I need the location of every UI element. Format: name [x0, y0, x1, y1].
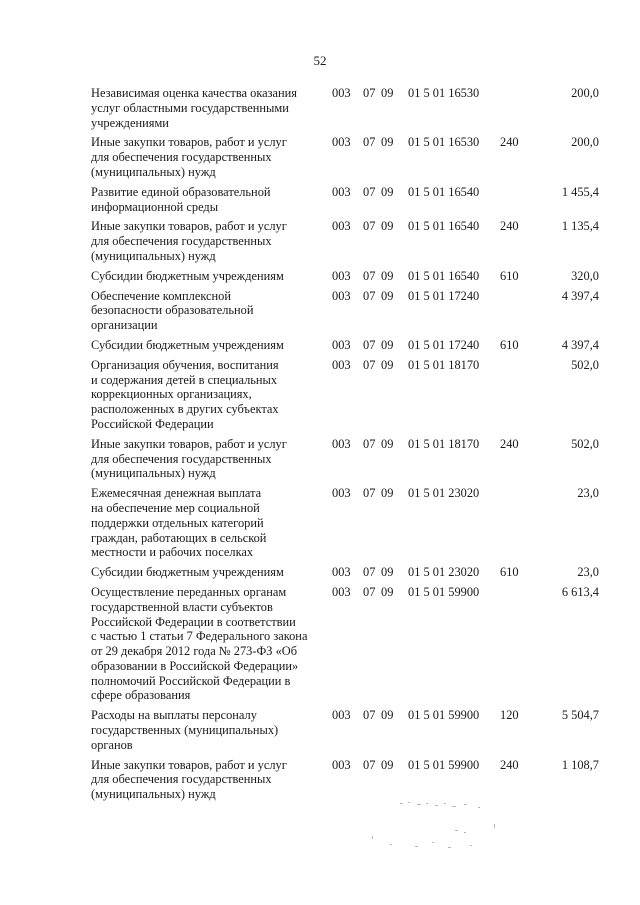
subsection-code: 09	[381, 486, 394, 501]
table-row	[91, 185, 611, 215]
target-article-code: 01 5 01 23020	[408, 486, 480, 501]
expense-name: Иные закупки товаров, работ и услуг для обеспечения государственных (муниципальных) нужд	[91, 757, 287, 802]
expense-type-code: 610	[500, 337, 519, 352]
department-code: 003	[332, 357, 351, 372]
expense-type-code: 610	[500, 268, 519, 283]
expense-name: Субсидии бюджетным учреждениям	[91, 268, 284, 283]
department-code: 003	[332, 86, 351, 100]
budget-table	[91, 86, 611, 807]
table-row	[91, 86, 611, 130]
department-code: 003	[332, 288, 351, 303]
department-code: 003	[332, 486, 351, 501]
subsection-code: 09	[381, 357, 394, 372]
expense-name: Иные закупки товаров, работ и услуг для обеспечения государственных (муниципальных) нужд	[91, 135, 287, 179]
amount: 6 613,4	[561, 584, 599, 599]
target-article-code: 01 5 01 16530	[408, 86, 480, 100]
subsection-code: 09	[381, 708, 394, 723]
table-row	[91, 486, 611, 560]
target-article-code: 01 5 01 23020	[408, 565, 480, 580]
subsection-code: 09	[381, 135, 394, 150]
table-row	[91, 758, 611, 802]
subsection-code: 09	[381, 565, 394, 580]
amount: 23,0	[577, 486, 599, 501]
target-article-code: 01 5 01 59900	[408, 584, 480, 599]
table-row	[91, 437, 611, 481]
department-code: 003	[332, 584, 351, 599]
target-article-code: 01 5 01 59900	[408, 757, 480, 772]
department-code: 003	[332, 337, 351, 352]
table-row	[91, 135, 611, 179]
department-code: 003	[332, 708, 351, 723]
amount: 320,0	[571, 268, 599, 283]
section-code: 07	[363, 219, 376, 234]
target-article-code: 01 5 01 18170	[408, 357, 480, 372]
amount: 5 504,7	[561, 708, 599, 723]
table-row	[91, 585, 611, 703]
amount: 1 108,7	[561, 757, 599, 772]
amount: 1 455,4	[561, 184, 599, 199]
section-code: 07	[363, 268, 376, 283]
table-row	[91, 269, 611, 284]
target-article-code: 01 5 01 16540	[408, 184, 480, 199]
subsection-code: 09	[381, 436, 394, 451]
section-code: 07	[363, 288, 376, 303]
expense-name: Независимая оценка качества оказания услуг областными государственными учреждениями	[91, 86, 297, 130]
amount: 23,0	[577, 565, 599, 580]
scan-artifact-marks	[360, 800, 510, 860]
subsection-code: 09	[381, 219, 394, 234]
expense-name: Расходы на выплаты персоналу государственных (муниципальных) органов	[91, 708, 279, 752]
amount: 502,0	[571, 436, 599, 451]
target-article-code: 01 5 01 59900	[408, 708, 480, 723]
expense-type-code: 240	[500, 757, 519, 772]
table-row	[91, 338, 611, 353]
amount: 200,0	[571, 86, 599, 100]
amount: 4 397,4	[561, 288, 599, 303]
target-article-code: 01 5 01 16540	[408, 268, 480, 283]
amount: 200,0	[571, 135, 599, 150]
target-article-code: 01 5 01 17240	[408, 288, 480, 303]
table-row	[91, 219, 611, 263]
expense-type-code: 610	[500, 565, 519, 580]
expense-name: Субсидии бюджетным учреждениям	[91, 565, 284, 580]
target-article-code: 01 5 01 16540	[408, 219, 480, 234]
expense-type-code: 240	[500, 436, 519, 451]
department-code: 003	[332, 219, 351, 234]
target-article-code: 01 5 01 16530	[408, 135, 480, 150]
department-code: 003	[332, 757, 351, 772]
expense-type-code: 240	[500, 135, 519, 150]
section-code: 07	[363, 584, 376, 599]
table-row	[91, 358, 611, 432]
subsection-code: 09	[381, 268, 394, 283]
section-code: 07	[363, 86, 376, 100]
subsection-code: 09	[381, 288, 394, 303]
department-code: 003	[332, 184, 351, 199]
department-code: 003	[332, 565, 351, 580]
section-code: 07	[363, 337, 376, 352]
subsection-code: 09	[381, 584, 394, 599]
subsection-code: 09	[381, 337, 394, 352]
expense-name: Иные закупки товаров, работ и услуг для обеспечения государственных (муниципальных) нужд	[91, 219, 287, 263]
expense-type-code: 120	[500, 708, 519, 723]
page-number: 52	[313, 53, 327, 68]
target-article-code: 01 5 01 18170	[408, 436, 480, 451]
table-row	[91, 565, 611, 580]
table-row	[91, 708, 611, 752]
section-code: 07	[363, 565, 376, 580]
subsection-code: 09	[381, 757, 394, 772]
section-code: 07	[363, 135, 376, 150]
department-code: 003	[332, 436, 351, 451]
section-code: 07	[363, 757, 376, 772]
subsection-code: 09	[381, 184, 394, 199]
expense-type-code: 240	[500, 219, 519, 234]
department-code: 003	[332, 268, 351, 283]
section-code: 07	[363, 436, 376, 451]
expense-name: Осуществление переданных органам государственной власти субъектов Российской Федерации в соответствии с частью 1 статьи 7 Федерального закона от 29 декабря 2012 года № 273-ФЗ «Об образовании в Российской Федерации» полномочий Российской Федерации в сфере образования	[91, 584, 308, 703]
section-code: 07	[363, 708, 376, 723]
expense-name: Иные закупки товаров, работ и услуг для обеспечения государственных (муниципальных) нужд	[91, 436, 287, 481]
amount: 1 135,4	[561, 219, 599, 234]
subsection-code: 09	[381, 86, 394, 100]
expense-name: Развитие единой образовательной информационной среды	[91, 184, 271, 214]
expense-name: Обеспечение комплексной безопасности образовательной организации	[91, 288, 254, 333]
target-article-code: 01 5 01 17240	[408, 337, 480, 352]
section-code: 07	[363, 486, 376, 501]
expense-name: Субсидии бюджетным учреждениям	[91, 337, 284, 352]
amount: 4 397,4	[561, 337, 599, 352]
department-code: 003	[332, 135, 351, 150]
expense-name: Организация обучения, воспитания и содержания детей в специальных коррекционных организациях, расположенных в других субъектах Российской Федерации	[91, 357, 279, 431]
table-row	[91, 289, 611, 333]
section-code: 07	[363, 357, 376, 372]
section-code: 07	[363, 184, 376, 199]
amount: 502,0	[571, 357, 599, 372]
expense-name: Ежемесячная денежная выплата на обеспечение мер социальной поддержки отдельных категорий граждан, работающих в сельской местности и рабочих поселках	[91, 486, 267, 560]
